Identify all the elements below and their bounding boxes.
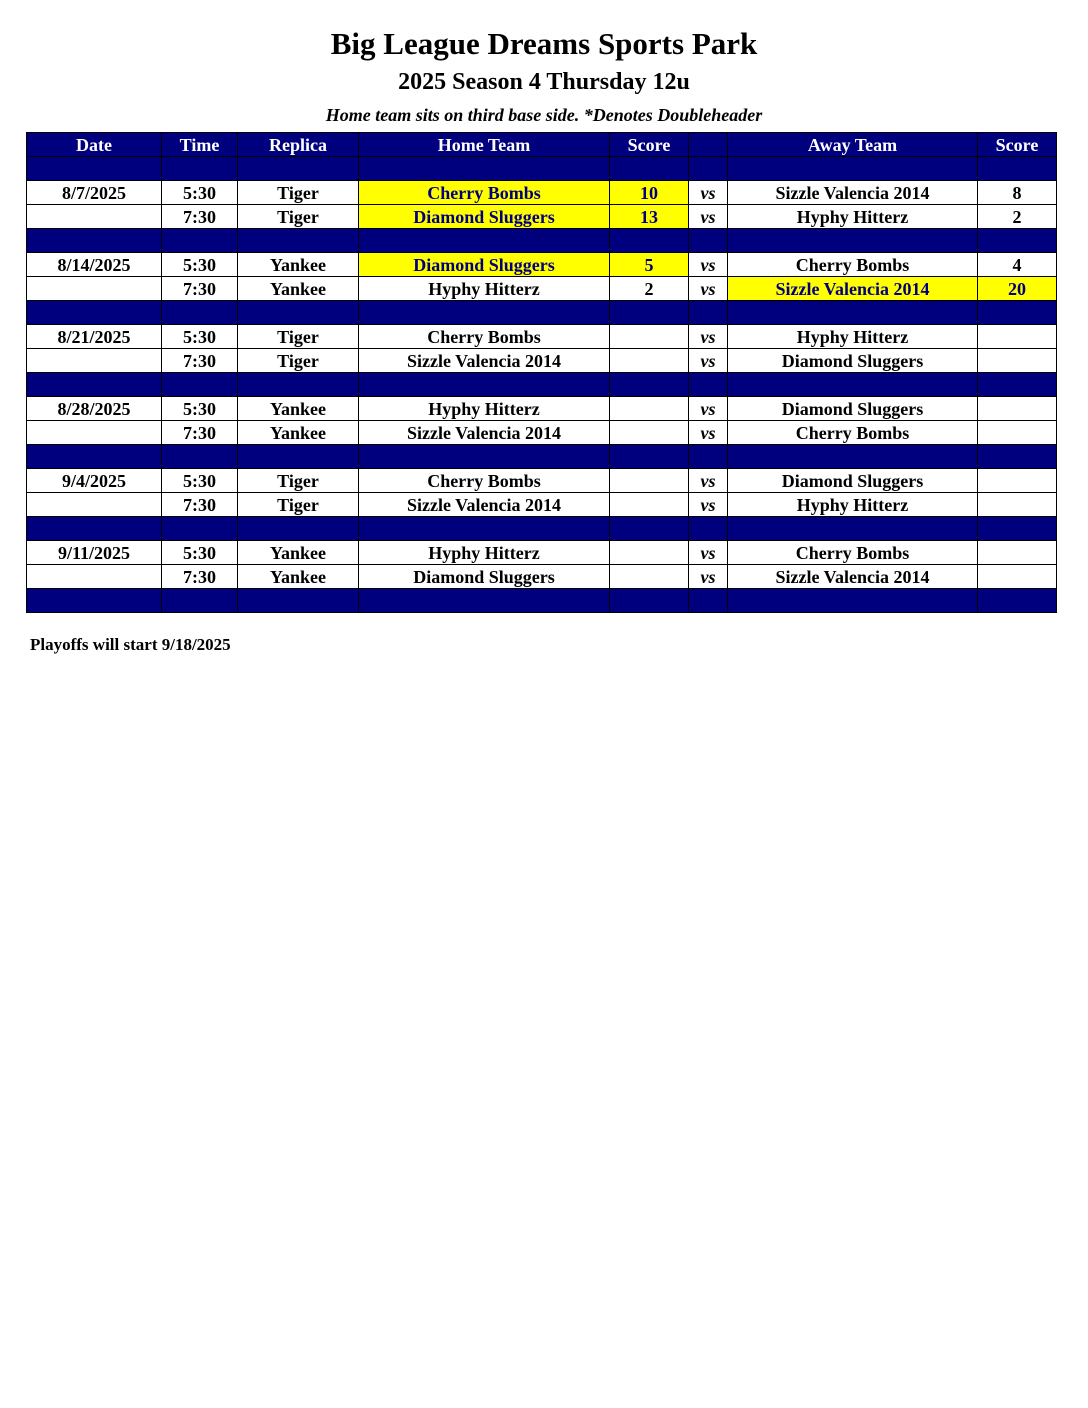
- separator-cell: [359, 301, 610, 325]
- away-score-cell: 2: [978, 205, 1057, 229]
- home-score-cell: [610, 493, 689, 517]
- date-cell: 8/14/2025: [27, 253, 162, 277]
- col-header-vs: [689, 133, 728, 157]
- separator-cell: [728, 445, 978, 469]
- game-row: [27, 253, 1057, 277]
- replica-cell: Tiger: [238, 469, 359, 493]
- vs-cell: vs: [689, 469, 728, 493]
- away-score-cell: [978, 397, 1057, 421]
- time-cell: 7:30: [162, 493, 238, 517]
- time-cell: 7:30: [162, 277, 238, 301]
- separator-cell: [728, 373, 978, 397]
- away-team-cell: Diamond Sluggers: [728, 469, 978, 493]
- separator-cell: [978, 517, 1057, 541]
- separator-cell: [27, 301, 162, 325]
- away-team-cell: Cherry Bombs: [728, 541, 978, 565]
- replica-cell: Tiger: [238, 493, 359, 517]
- home-team-cell: Sizzle Valencia 2014: [359, 421, 610, 445]
- game-row: [27, 181, 1057, 205]
- home-team-cell: Hyphy Hitterz: [359, 397, 610, 421]
- vs-cell: vs: [689, 493, 728, 517]
- separator-cell: [359, 373, 610, 397]
- date-cell: [27, 493, 162, 517]
- replica-cell: Tiger: [238, 325, 359, 349]
- separator-cell: [610, 229, 689, 253]
- game-row: [27, 277, 1057, 301]
- away-team-cell: Sizzle Valencia 2014: [728, 565, 978, 589]
- schedule-table: [26, 132, 1057, 613]
- date-cell: 9/11/2025: [27, 541, 162, 565]
- home-team-cell: Diamond Sluggers: [359, 565, 610, 589]
- away-team-cell: Sizzle Valencia 2014: [728, 181, 978, 205]
- game-row: [27, 397, 1057, 421]
- time-cell: 5:30: [162, 469, 238, 493]
- vs-cell: vs: [689, 421, 728, 445]
- separator-cell: [238, 229, 359, 253]
- separator-cell: [728, 589, 978, 613]
- vs-cell: vs: [689, 541, 728, 565]
- game-row: [27, 541, 1057, 565]
- week-separator-row: [27, 157, 1057, 181]
- time-cell: 5:30: [162, 541, 238, 565]
- separator-cell: [728, 229, 978, 253]
- date-cell: 8/28/2025: [27, 397, 162, 421]
- home-team-cell: Cherry Bombs: [359, 181, 610, 205]
- replica-cell: Yankee: [238, 565, 359, 589]
- away-score-cell: [978, 421, 1057, 445]
- game-row: [27, 349, 1057, 373]
- away-team-cell: Hyphy Hitterz: [728, 205, 978, 229]
- time-cell: 5:30: [162, 253, 238, 277]
- replica-cell: Yankee: [238, 277, 359, 301]
- away-team-cell: Cherry Bombs: [728, 421, 978, 445]
- separator-cell: [238, 445, 359, 469]
- separator-cell: [689, 229, 728, 253]
- date-cell: [27, 349, 162, 373]
- home-score-cell: [610, 541, 689, 565]
- home-score-cell: [610, 565, 689, 589]
- time-cell: 7:30: [162, 349, 238, 373]
- home-score-cell: [610, 349, 689, 373]
- separator-cell: [689, 373, 728, 397]
- separator-cell: [162, 301, 238, 325]
- away-score-cell: [978, 349, 1057, 373]
- separator-cell: [27, 373, 162, 397]
- separator-cell: [978, 373, 1057, 397]
- schedule-body: [27, 157, 1057, 613]
- separator-cell: [238, 157, 359, 181]
- time-cell: 5:30: [162, 181, 238, 205]
- home-score-cell: [610, 397, 689, 421]
- away-score-cell: 20: [978, 277, 1057, 301]
- date-cell: [27, 277, 162, 301]
- separator-cell: [978, 157, 1057, 181]
- home-team-cell: Diamond Sluggers: [359, 253, 610, 277]
- vs-cell: vs: [689, 253, 728, 277]
- game-row: [27, 565, 1057, 589]
- separator-cell: [610, 517, 689, 541]
- game-row: [27, 493, 1057, 517]
- col-header-away-team: Away Team: [728, 133, 978, 157]
- week-separator-row: [27, 517, 1057, 541]
- separator-cell: [162, 517, 238, 541]
- away-team-cell: Hyphy Hitterz: [728, 325, 978, 349]
- replica-cell: Yankee: [238, 421, 359, 445]
- week-separator-row: [27, 301, 1057, 325]
- date-cell: 8/7/2025: [27, 181, 162, 205]
- separator-cell: [610, 445, 689, 469]
- separator-cell: [728, 301, 978, 325]
- separator-cell: [689, 517, 728, 541]
- schedule-note: Home team sits on third base side. *Denotes Doubleheader: [325, 105, 763, 125]
- home-team-cell: Cherry Bombs: [359, 325, 610, 349]
- home-score-cell: 13: [610, 205, 689, 229]
- away-score-cell: [978, 493, 1057, 517]
- away-team-cell: Diamond Sluggers: [728, 349, 978, 373]
- away-team-cell: Diamond Sluggers: [728, 397, 978, 421]
- separator-cell: [610, 301, 689, 325]
- separator-cell: [27, 229, 162, 253]
- separator-cell: [238, 373, 359, 397]
- week-separator-row: [27, 229, 1057, 253]
- separator-cell: [27, 589, 162, 613]
- away-score-cell: [978, 541, 1057, 565]
- col-header-away-score: Score: [978, 133, 1057, 157]
- playoffs-note: Playoffs will start 9/18/2025: [30, 635, 231, 654]
- page-title: Big League Dreams Sports Park: [330, 26, 758, 61]
- game-row: [27, 325, 1057, 349]
- time-cell: 7:30: [162, 565, 238, 589]
- separator-cell: [978, 589, 1057, 613]
- col-header-home-score: Score: [610, 133, 689, 157]
- home-team-cell: Cherry Bombs: [359, 469, 610, 493]
- date-cell: [27, 205, 162, 229]
- home-score-cell: [610, 469, 689, 493]
- col-header-time: Time: [162, 133, 238, 157]
- date-cell: 9/4/2025: [27, 469, 162, 493]
- home-team-cell: Diamond Sluggers: [359, 205, 610, 229]
- date-cell: [27, 565, 162, 589]
- time-cell: 5:30: [162, 397, 238, 421]
- replica-cell: Tiger: [238, 205, 359, 229]
- away-team-cell: Hyphy Hitterz: [728, 493, 978, 517]
- separator-cell: [162, 589, 238, 613]
- replica-cell: Yankee: [238, 541, 359, 565]
- time-cell: 5:30: [162, 325, 238, 349]
- separator-cell: [359, 517, 610, 541]
- separator-cell: [27, 157, 162, 181]
- home-score-cell: 10: [610, 181, 689, 205]
- home-team-cell: Hyphy Hitterz: [359, 541, 610, 565]
- page-subtitle: 2025 Season 4 Thursday 12u: [398, 69, 690, 95]
- time-cell: 7:30: [162, 205, 238, 229]
- home-score-cell: [610, 421, 689, 445]
- separator-cell: [610, 373, 689, 397]
- home-score-cell: [610, 325, 689, 349]
- separator-cell: [162, 229, 238, 253]
- game-row: [27, 421, 1057, 445]
- separator-cell: [27, 445, 162, 469]
- away-team-cell: Cherry Bombs: [728, 253, 978, 277]
- week-separator-row: [27, 445, 1057, 469]
- home-score-cell: 2: [610, 277, 689, 301]
- home-team-cell: Hyphy Hitterz: [359, 277, 610, 301]
- date-cell: [27, 421, 162, 445]
- vs-cell: vs: [689, 181, 728, 205]
- separator-cell: [610, 157, 689, 181]
- separator-cell: [359, 157, 610, 181]
- away-score-cell: [978, 469, 1057, 493]
- replica-cell: Yankee: [238, 397, 359, 421]
- separator-cell: [978, 301, 1057, 325]
- separator-cell: [728, 517, 978, 541]
- vs-cell: vs: [689, 325, 728, 349]
- vs-cell: vs: [689, 349, 728, 373]
- separator-cell: [238, 589, 359, 613]
- col-header-replica: Replica: [238, 133, 359, 157]
- replica-cell: Yankee: [238, 253, 359, 277]
- replica-cell: Tiger: [238, 349, 359, 373]
- separator-cell: [978, 229, 1057, 253]
- away-team-cell: Sizzle Valencia 2014: [728, 277, 978, 301]
- col-header-home-team: Home Team: [359, 133, 610, 157]
- separator-cell: [689, 445, 728, 469]
- separator-cell: [162, 445, 238, 469]
- separator-cell: [162, 373, 238, 397]
- separator-cell: [610, 589, 689, 613]
- vs-cell: vs: [689, 397, 728, 421]
- home-team-cell: Sizzle Valencia 2014: [359, 349, 610, 373]
- vs-cell: vs: [689, 277, 728, 301]
- separator-cell: [689, 157, 728, 181]
- game-row: [27, 205, 1057, 229]
- separator-cell: [978, 445, 1057, 469]
- replica-cell: Tiger: [238, 181, 359, 205]
- home-score-cell: 5: [610, 253, 689, 277]
- vs-cell: vs: [689, 205, 728, 229]
- separator-cell: [359, 589, 610, 613]
- separator-cell: [238, 301, 359, 325]
- header-row: [27, 133, 1057, 157]
- separator-cell: [359, 229, 610, 253]
- separator-cell: [238, 517, 359, 541]
- col-header-date: Date: [27, 133, 162, 157]
- away-score-cell: 4: [978, 253, 1057, 277]
- time-cell: 7:30: [162, 421, 238, 445]
- away-score-cell: [978, 325, 1057, 349]
- away-score-cell: 8: [978, 181, 1057, 205]
- week-separator-row: [27, 589, 1057, 613]
- date-cell: 8/21/2025: [27, 325, 162, 349]
- game-row: [27, 469, 1057, 493]
- away-score-cell: [978, 565, 1057, 589]
- vs-cell: vs: [689, 565, 728, 589]
- separator-cell: [728, 157, 978, 181]
- home-team-cell: Sizzle Valencia 2014: [359, 493, 610, 517]
- separator-cell: [689, 589, 728, 613]
- separator-cell: [27, 517, 162, 541]
- separator-cell: [162, 157, 238, 181]
- separator-cell: [689, 301, 728, 325]
- week-separator-row: [27, 373, 1057, 397]
- separator-cell: [359, 445, 610, 469]
